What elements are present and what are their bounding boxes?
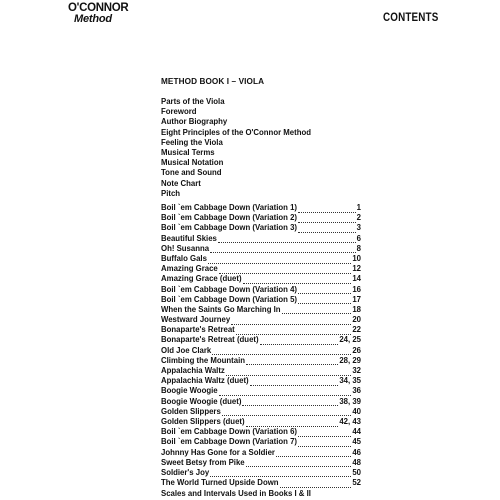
toc-entry-title: Buffalo Gals — [161, 253, 207, 263]
toc-entry-title: Golden Slippers — [161, 406, 221, 416]
toc-entry — [161, 458, 361, 468]
toc-entry-page: 52 — [352, 478, 361, 488]
toc-entry — [161, 437, 361, 447]
toc-entry — [161, 244, 361, 254]
toc-entry-page: 20 — [352, 315, 361, 325]
dot-leader — [250, 379, 339, 386]
toc-entry — [161, 407, 361, 417]
dot-leader — [298, 297, 351, 304]
toc-entry-page: 42, 43 — [339, 416, 361, 426]
toc-entry-title: The World Turned Upside Down — [161, 478, 279, 488]
toc-entry-page: 24, 25 — [339, 335, 361, 345]
toc-entry — [161, 295, 361, 305]
toc-entry — [161, 234, 361, 244]
toc-entry — [161, 213, 361, 223]
toc-entry — [161, 254, 361, 264]
topics-list — [161, 97, 311, 199]
dot-leader — [298, 430, 351, 437]
toc-entry-title: Boil `em Cabbage Down (Variation 4) — [161, 284, 298, 294]
logo-line-1: O'CONNOR — [68, 2, 129, 14]
dot-leader — [219, 389, 352, 396]
toc-entry-page: 36 — [352, 386, 361, 396]
toc-entry-title: Boogie Woogie (duet) — [161, 396, 242, 406]
toc-entry — [161, 468, 361, 478]
toc-entry-title: Boogie Woogie — [161, 386, 218, 396]
dot-leader — [212, 348, 351, 355]
toc-entry-title: Beautiful Skies — [161, 233, 217, 243]
topic-item: Tone and Sound — [161, 168, 222, 178]
dot-leader — [218, 236, 356, 243]
book-title: METHOD BOOK I – VIOLA — [161, 77, 265, 86]
toc-entry — [161, 335, 361, 345]
toc-entry-page: 10 — [352, 253, 361, 263]
toc-entry — [161, 346, 361, 356]
toc-entry-page: 2 — [356, 213, 361, 223]
toc-entry-page: 44 — [352, 427, 361, 437]
dot-leader — [226, 369, 351, 376]
toc-entry — [161, 386, 361, 396]
toc-entry-page: 14 — [352, 274, 361, 284]
page-title: CONTENTS — [383, 10, 439, 24]
toc-entry-title: Old Joe Clark — [161, 345, 212, 355]
topic-item: Author Biography — [161, 117, 228, 127]
toc-entry — [161, 448, 361, 458]
topic-item: Musical Notation — [161, 158, 224, 168]
toc-entry — [161, 366, 361, 376]
toc-entry-title: Soldier's Joy — [161, 467, 210, 477]
topic-item: Feeling the Viola — [161, 137, 223, 147]
dot-leader — [246, 420, 339, 427]
scales-and-intervals-line: Scales and Intervals Used in Books I & II — [161, 489, 311, 498]
oconnor-method-logo — [68, 3, 128, 25]
dot-leader — [210, 470, 351, 477]
toc-entry-title: Oh! Susanna — [161, 243, 210, 253]
toc-entry-title: Amazing Grace — [161, 264, 218, 274]
toc-entry-page: 6 — [356, 233, 361, 243]
toc-entry-title: Westward Journey — [161, 315, 231, 325]
toc-entry-title: Appalachia Waltz — [161, 366, 225, 375]
toc-entry-title: Bonaparte's Retreat — [161, 325, 235, 335]
toc-entry-title: Boil `em Cabbage Down (Variation 6) — [161, 427, 298, 437]
toc-entry — [161, 223, 361, 233]
toc-entry-page: 50 — [352, 467, 361, 477]
dot-leader — [298, 440, 351, 447]
topic-item: Musical Terms — [161, 147, 215, 157]
contents-list — [161, 203, 361, 488]
dot-leader — [276, 450, 351, 457]
dot-leader — [246, 460, 352, 467]
dot-leader — [236, 328, 352, 335]
dot-leader — [219, 267, 352, 274]
toc-entry-title: Appalachia Waltz (duet) — [161, 376, 249, 386]
dot-leader — [242, 399, 338, 406]
topic-item: Foreword — [161, 107, 197, 117]
toc-entry-title: Boil `em Cabbage Down (Variation 2) — [161, 213, 298, 223]
toc-entry-page: 48 — [352, 457, 361, 467]
dot-leader — [246, 358, 338, 365]
toc-entry — [161, 285, 361, 295]
dot-leader — [208, 257, 351, 264]
toc-entry — [161, 203, 361, 213]
toc-entry-title: Climbing the Mountain — [161, 355, 246, 365]
toc-entry — [161, 356, 361, 366]
toc-entry — [161, 264, 361, 274]
toc-entry — [161, 376, 361, 386]
dot-leader — [243, 277, 352, 284]
topic-item: Parts of the Viola — [161, 97, 225, 106]
toc-entry-page: 28, 29 — [339, 355, 361, 365]
toc-entry-title: Amazing Grace (duet) — [161, 274, 242, 284]
toc-entry-page: 32 — [352, 366, 361, 375]
toc-entry-title: Sweet Betsy from Pike — [161, 457, 245, 467]
toc-entry-title: Johnny Has Gone for a Soldier — [161, 447, 275, 457]
dot-leader — [282, 307, 352, 314]
toc-entry-title: Bonaparte's Retreat (duet) — [161, 335, 259, 345]
toc-entry-title: Boil `em Cabbage Down (Variation 5) — [161, 294, 298, 304]
toc-entry-page: 1 — [356, 203, 361, 212]
toc-entry — [161, 305, 361, 315]
toc-entry-page: 45 — [352, 437, 361, 447]
toc-entry-page: 17 — [352, 294, 361, 304]
toc-entry-page: 22 — [352, 325, 361, 335]
dot-leader — [210, 246, 356, 253]
toc-entry-page: 34, 35 — [339, 376, 361, 386]
dot-leader — [298, 216, 356, 223]
topic-item: Note Chart — [161, 178, 201, 188]
toc-entry-title: When the Saints Go Marching In — [161, 304, 281, 314]
dot-leader — [298, 226, 356, 233]
toc-entry-page: 26 — [352, 345, 361, 355]
toc-entry — [161, 478, 361, 488]
toc-entry-page: 16 — [352, 284, 361, 294]
topic-item: Eight Principles of the O'Connor Method — [161, 127, 311, 137]
dot-leader — [280, 481, 352, 488]
toc-entry-title: Boil `em Cabbage Down (Variation 3) — [161, 223, 298, 233]
toc-entry-page: 38, 39 — [339, 396, 361, 406]
toc-entry-page: 40 — [352, 406, 361, 416]
dot-leader — [298, 206, 356, 213]
toc-entry-title: Golden Slippers (duet) — [161, 416, 245, 426]
toc-entry — [161, 417, 361, 427]
toc-entry-title: Boil `em Cabbage Down (Variation 7) — [161, 437, 298, 447]
logo-line-2: Method — [74, 12, 112, 25]
dot-leader — [298, 287, 351, 294]
toc-entry-page: 46 — [352, 447, 361, 457]
toc-entry — [161, 427, 361, 437]
toc-entry — [161, 397, 361, 407]
toc-entry-title: Boil `em Cabbage Down (Variation 1) — [161, 203, 298, 212]
toc-entry — [161, 315, 361, 325]
topic-item: Pitch — [161, 188, 181, 198]
toc-entry-page: 3 — [356, 223, 361, 233]
dot-leader — [231, 318, 351, 325]
toc-entry-page: 12 — [352, 264, 361, 274]
toc-entry — [161, 274, 361, 284]
toc-entry-page: 8 — [356, 243, 361, 253]
toc-entry — [161, 325, 361, 335]
toc-entry-page: 18 — [352, 304, 361, 314]
dot-leader — [222, 409, 352, 416]
dot-leader — [260, 338, 339, 345]
